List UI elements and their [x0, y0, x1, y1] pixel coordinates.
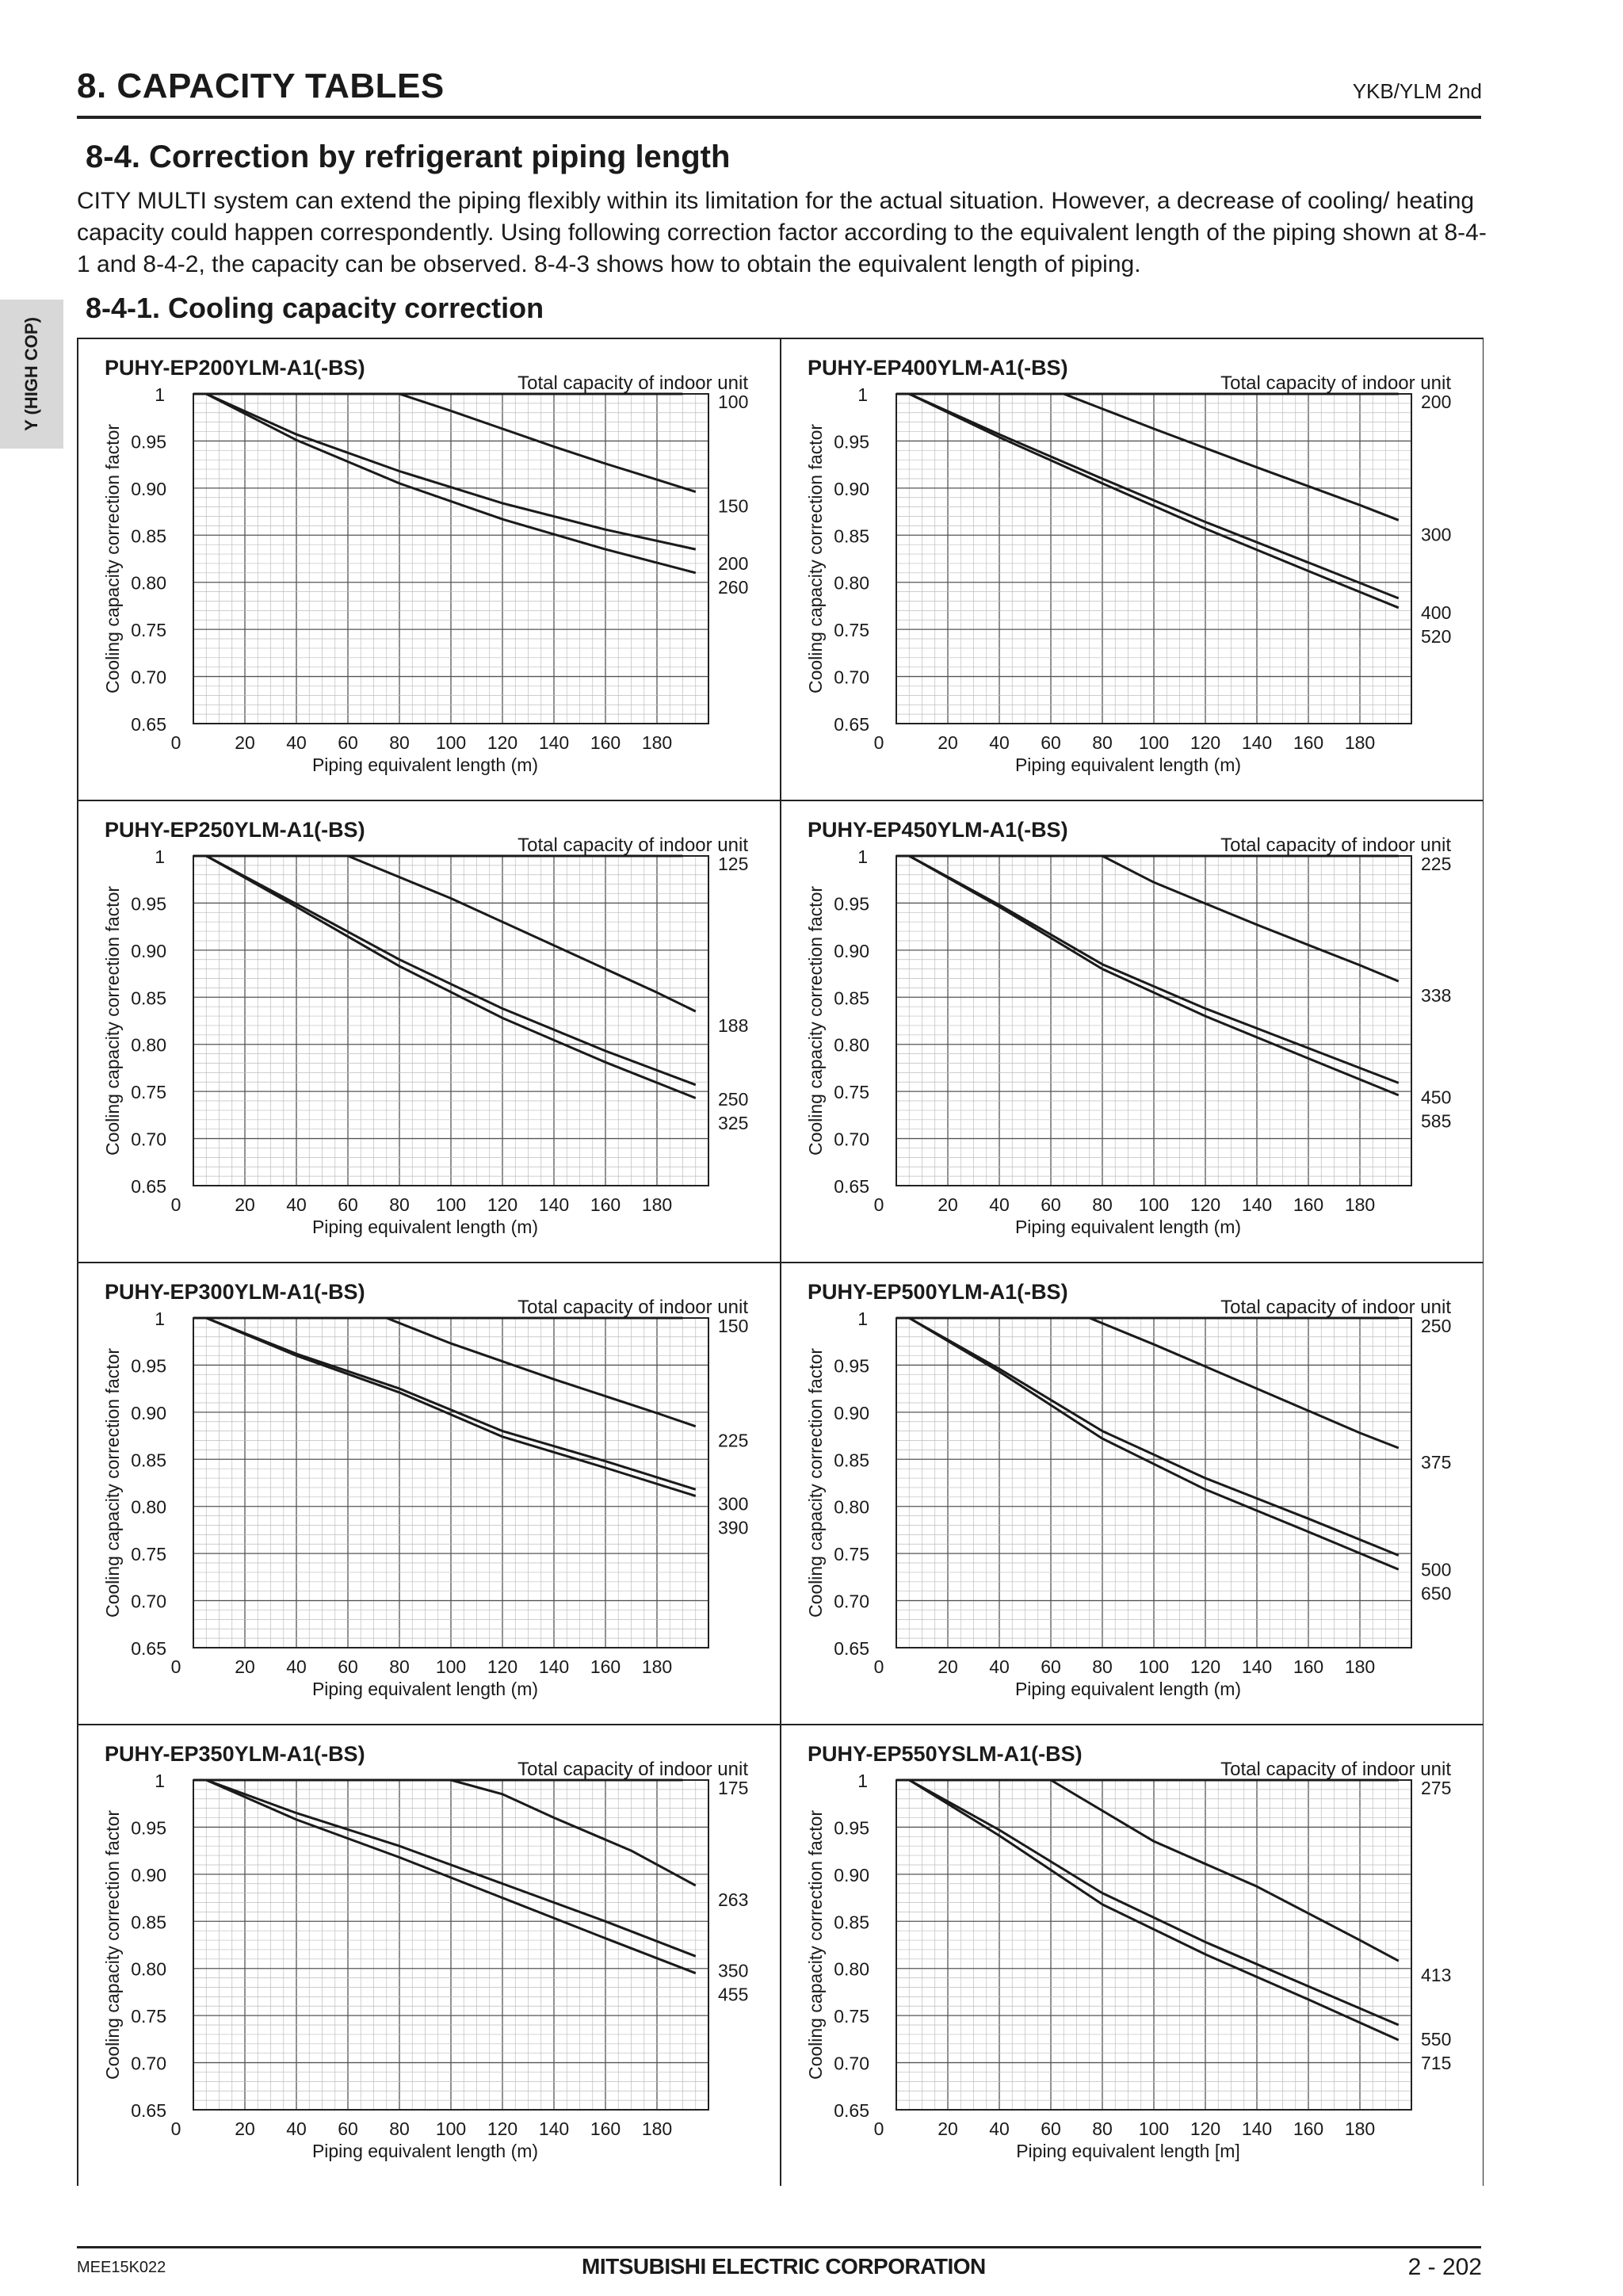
x-axis-label: Piping equivalent length (m): [311, 755, 539, 775]
series-label: 100: [718, 392, 749, 412]
x-tick-label: 120: [1190, 2118, 1221, 2139]
chart-title: PUHY-EP450YLM-A1(-BS): [808, 818, 1068, 842]
x-tick-label: 120: [487, 1656, 518, 1677]
x-tick-label: 120: [487, 2118, 518, 2139]
y-axis-label: Cooling capacity correction factor: [805, 1347, 826, 1618]
y-tick-label: 0.85: [131, 1450, 166, 1471]
legend-title: Total capacity of indoor unit: [1220, 1759, 1451, 1780]
y-tick-label: 0.65: [834, 2100, 869, 2121]
x-tick-label: 20: [235, 1656, 255, 1677]
x-tick-label: 180: [641, 1194, 673, 1215]
series-label: 350: [718, 1960, 749, 1981]
x-tick-label: 100: [1138, 2118, 1170, 2139]
chart-panel: [102, 1742, 748, 2161]
y-axis-label: Cooling capacity correction factor: [102, 1809, 123, 2080]
x-tick-label: 140: [538, 2118, 570, 2139]
x-tick-label: 0: [170, 1656, 181, 1677]
series-label: 260: [718, 577, 749, 598]
y-tick-label: 1: [155, 384, 165, 405]
x-tick-label: 80: [389, 1656, 410, 1677]
page-header-title: 8. CAPACITY TABLES: [77, 67, 445, 105]
y-tick-label: 0.95: [834, 1817, 869, 1839]
chart-panel: [102, 818, 748, 1237]
footer-divider: [77, 2246, 1481, 2248]
x-tick-label: 60: [1041, 732, 1061, 753]
series-label: 188: [718, 1015, 749, 1037]
legend-title: Total capacity of indoor unit: [517, 372, 748, 394]
intro-paragraph: CITY MULTI system can extend the piping flexibly within its limitation for the actual situation. However, a decrease of cooling/ heating capacity could happen correspondently. Using following correction factor according to the equivalent length of the piping shown at 8-4-1 and 8-4-2, the capacity can be observed. 8-4-3 shows how to obtain the equivalent length of piping.: [77, 188, 1487, 277]
x-tick-label: 0: [170, 2118, 181, 2139]
x-tick-label: 80: [1092, 1656, 1113, 1677]
x-tick-label: 20: [938, 1656, 958, 1677]
chart-title: PUHY-EP400YLM-A1(-BS): [808, 356, 1068, 380]
y-tick-label: 0.75: [131, 1082, 166, 1103]
y-tick-label: 0.95: [131, 431, 166, 453]
y-tick-label: 0.90: [834, 1402, 869, 1423]
series-label: 275: [1421, 1778, 1452, 1798]
x-tick-label: 20: [235, 2118, 255, 2139]
y-tick-label: 0.90: [834, 1864, 869, 1885]
chart-panel: [102, 356, 748, 775]
x-axis-label: Piping equivalent length (m): [311, 1217, 539, 1237]
chart-title: PUHY-EP500YLM-A1(-BS): [808, 1280, 1068, 1304]
x-tick-label: 120: [487, 1194, 518, 1215]
x-tick-label: 160: [1293, 1194, 1324, 1215]
x-tick-label: 80: [1092, 2118, 1113, 2139]
series-line-413: [1051, 1780, 1399, 1961]
y-tick-label: 0.95: [834, 431, 869, 453]
series-label: 450: [1421, 1087, 1452, 1108]
series-label: 250: [718, 1088, 749, 1110]
y-tick-label: 0.75: [834, 1082, 869, 1103]
y-axis-label: Cooling capacity correction factor: [805, 1809, 826, 2080]
series-label: 455: [718, 1984, 749, 2005]
y-tick-label: 0.80: [131, 572, 166, 594]
series-line-263: [451, 1780, 696, 1885]
y-tick-label: 0.70: [131, 2053, 166, 2074]
y-tick-label: 0.70: [131, 667, 166, 688]
y-tick-label: 0.90: [131, 478, 166, 499]
chart-panel: [805, 1742, 1451, 2161]
legend-title: Total capacity of indoor unit: [517, 835, 748, 856]
series-label: 520: [1421, 625, 1452, 647]
y-tick-label: 0.80: [131, 1496, 166, 1518]
y-tick-label: 0.75: [834, 2006, 869, 2027]
y-tick-label: 0.70: [131, 1591, 166, 1612]
x-tick-label: 180: [1344, 1656, 1376, 1677]
y-tick-label: 0.75: [834, 1544, 869, 1565]
x-tick-label: 60: [338, 2118, 358, 2139]
series-label: 500: [1421, 1559, 1452, 1580]
series-label: 300: [1421, 524, 1452, 545]
y-tick-label: 0.90: [131, 940, 166, 961]
y-tick-label: 0.95: [834, 893, 869, 915]
series-label: 413: [1421, 1965, 1452, 1986]
chart-panel: [805, 818, 1451, 1237]
x-tick-label: 100: [435, 1194, 467, 1215]
x-tick-label: 60: [338, 732, 358, 753]
y-tick-label: 0.85: [834, 525, 869, 547]
chart-title: PUHY-EP550YSLM-A1(-BS): [808, 1742, 1083, 1766]
x-tick-label: 160: [1293, 732, 1324, 753]
x-tick-label: 100: [435, 732, 467, 753]
x-tick-label: 40: [989, 1656, 1010, 1677]
chart-panel: [805, 1280, 1451, 1699]
x-tick-label: 40: [989, 2118, 1010, 2139]
chart-title: PUHY-EP300YLM-A1(-BS): [105, 1280, 365, 1304]
x-tick-label: 80: [1092, 732, 1113, 753]
series-label: 200: [1421, 392, 1452, 412]
y-tick-label: 0.85: [834, 1450, 869, 1471]
series-label: 175: [718, 1778, 749, 1798]
y-tick-label: 0.95: [131, 893, 166, 915]
y-tick-label: 1: [155, 846, 165, 867]
series-label: 200: [718, 553, 749, 575]
page-number: 2 - 202: [1407, 2254, 1482, 2280]
y-tick-label: 0.75: [131, 2006, 166, 2027]
series-label: 338: [1421, 985, 1452, 1007]
series-label: 263: [718, 1889, 749, 1911]
x-axis-label: Piping equivalent length (m): [1014, 1679, 1242, 1699]
y-tick-label: 1: [155, 1771, 165, 1791]
x-tick-label: 180: [641, 732, 673, 753]
model-series-label: YKB/YLM 2nd: [1352, 79, 1482, 103]
y-tick-label: 0.80: [834, 1958, 869, 1980]
x-tick-label: 180: [641, 1656, 673, 1677]
legend-title: Total capacity of indoor unit: [517, 1759, 748, 1780]
x-axis-label: Piping equivalent length (m): [311, 1679, 539, 1699]
section-title: 8-4. Correction by refrigerant piping length: [86, 139, 731, 174]
chart-panel: [102, 1280, 748, 1699]
x-tick-label: 40: [989, 732, 1010, 753]
x-tick-label: 120: [1190, 732, 1221, 753]
y-tick-label: 0.95: [834, 1355, 869, 1377]
x-tick-label: 180: [1344, 732, 1376, 753]
y-tick-label: 0.85: [131, 1912, 166, 1933]
y-tick-label: 0.90: [834, 478, 869, 499]
series-label: 300: [718, 1493, 749, 1515]
y-axis-label: Cooling capacity correction factor: [102, 885, 123, 1156]
y-tick-label: 0.65: [834, 1176, 869, 1197]
chart-grid: [77, 338, 1484, 2186]
x-tick-label: 40: [286, 1656, 307, 1677]
series-label: 250: [1421, 1316, 1452, 1336]
x-tick-label: 180: [1344, 2118, 1376, 2139]
x-tick-label: 160: [590, 1194, 621, 1215]
y-tick-label: 0.65: [131, 2100, 166, 2121]
y-tick-label: 0.95: [131, 1355, 166, 1377]
series-label: 390: [718, 1517, 749, 1538]
y-tick-label: 0.90: [131, 1402, 166, 1423]
y-tick-label: 0.70: [834, 2053, 869, 2074]
series-label: 125: [718, 854, 749, 874]
y-axis-label: Cooling capacity correction factor: [102, 1347, 123, 1618]
y-tick-label: 0.90: [131, 1864, 166, 1885]
series-label: 225: [718, 1430, 749, 1451]
y-tick-label: 0.70: [834, 667, 869, 688]
y-tick-label: 0.90: [834, 940, 869, 961]
y-tick-label: 0.75: [131, 620, 166, 641]
series-label: 715: [1421, 2053, 1452, 2074]
x-tick-label: 80: [389, 2118, 410, 2139]
x-tick-label: 0: [873, 2118, 884, 2139]
x-tick-label: 40: [286, 1194, 307, 1215]
x-tick-label: 40: [286, 2118, 307, 2139]
x-tick-label: 120: [487, 732, 518, 753]
x-tick-label: 160: [590, 2118, 621, 2139]
x-tick-label: 0: [873, 1194, 884, 1215]
company-name: MITSUBISHI ELECTRIC CORPORATION: [582, 2254, 986, 2279]
x-tick-label: 100: [435, 2118, 467, 2139]
x-axis-label: Piping equivalent length (m): [1014, 755, 1242, 775]
series-label: 400: [1421, 602, 1452, 623]
series-label: 585: [1421, 1110, 1452, 1132]
series-label: 375: [1421, 1452, 1452, 1473]
y-tick-label: 0.65: [834, 714, 869, 735]
y-tick-label: 0.95: [131, 1817, 166, 1839]
y-tick-label: 0.80: [834, 1496, 869, 1518]
chart-title: PUHY-EP250YLM-A1(-BS): [105, 818, 365, 842]
x-tick-label: 160: [590, 732, 621, 753]
y-tick-label: 0.70: [131, 1129, 166, 1150]
x-tick-label: 100: [435, 1656, 467, 1677]
y-tick-label: 0.65: [131, 1176, 166, 1197]
x-tick-label: 40: [989, 1194, 1010, 1215]
y-tick-label: 0.65: [131, 714, 166, 735]
x-tick-label: 0: [873, 1656, 884, 1677]
y-tick-label: 1: [857, 384, 868, 405]
x-axis-label: Piping equivalent length [m]: [1016, 2141, 1240, 2161]
chart-title: PUHY-EP350YLM-A1(-BS): [105, 1742, 365, 1766]
series-label: 225: [1421, 854, 1452, 874]
x-tick-label: 160: [1293, 1656, 1324, 1677]
x-tick-label: 0: [873, 732, 884, 753]
x-tick-label: 180: [641, 2118, 673, 2139]
y-tick-label: 0.80: [834, 572, 869, 594]
x-tick-label: 140: [538, 1194, 570, 1215]
x-tick-label: 160: [1293, 2118, 1324, 2139]
x-tick-label: 0: [170, 1194, 181, 1215]
y-tick-label: 1: [155, 1308, 165, 1329]
chart-panel: [805, 356, 1451, 775]
series-label: 650: [1421, 1583, 1452, 1604]
x-tick-label: 100: [1138, 732, 1170, 753]
y-tick-label: 0.80: [834, 1034, 869, 1056]
y-axis-label: Cooling capacity correction factor: [102, 423, 123, 694]
x-tick-label: 60: [338, 1656, 358, 1677]
y-tick-label: 0.75: [834, 620, 869, 641]
y-axis-label: Cooling capacity correction factor: [805, 423, 826, 694]
y-tick-label: 0.75: [131, 1544, 166, 1565]
y-tick-label: 0.85: [131, 988, 166, 1009]
series-label: 150: [718, 1316, 749, 1336]
x-tick-label: 100: [1138, 1194, 1170, 1215]
x-tick-label: 140: [1241, 732, 1273, 753]
y-tick-label: 0.80: [131, 1034, 166, 1056]
chart-title: PUHY-EP200YLM-A1(-BS): [105, 356, 365, 380]
y-tick-label: 1: [857, 1308, 868, 1329]
x-tick-label: 40: [286, 732, 307, 753]
x-tick-label: 60: [1041, 1656, 1061, 1677]
legend-title: Total capacity of indoor unit: [1220, 372, 1451, 394]
x-tick-label: 120: [1190, 1656, 1221, 1677]
x-tick-label: 20: [938, 732, 958, 753]
y-tick-label: 1: [857, 1771, 868, 1791]
x-axis-label: Piping equivalent length (m): [311, 2141, 539, 2161]
side-tab-label: Y (HIGH COP): [21, 317, 41, 431]
y-axis-label: Cooling capacity correction factor: [805, 885, 826, 1156]
x-tick-label: 80: [389, 1194, 410, 1215]
x-tick-label: 20: [235, 732, 255, 753]
series-label: 550: [1421, 2029, 1452, 2050]
y-tick-label: 0.70: [834, 1591, 869, 1612]
x-tick-label: 160: [590, 1656, 621, 1677]
series-line-150: [399, 394, 696, 492]
legend-title: Total capacity of indoor unit: [1220, 1297, 1451, 1318]
header-divider: [77, 116, 1481, 119]
y-tick-label: 0.85: [834, 1912, 869, 1933]
legend-title: Total capacity of indoor unit: [517, 1297, 748, 1318]
x-axis-label: Piping equivalent length (m): [1014, 1217, 1242, 1237]
x-tick-label: 20: [938, 1194, 958, 1215]
x-tick-label: 80: [1092, 1194, 1113, 1215]
x-tick-label: 100: [1138, 1656, 1170, 1677]
x-tick-label: 140: [1241, 2118, 1273, 2139]
x-tick-label: 0: [170, 732, 181, 753]
series-label: 325: [718, 1112, 749, 1133]
x-tick-label: 140: [1241, 1194, 1273, 1215]
x-tick-label: 60: [1041, 1194, 1061, 1215]
y-tick-label: 0.65: [131, 1638, 166, 1659]
x-tick-label: 140: [1241, 1656, 1273, 1677]
y-tick-label: 1: [857, 846, 868, 867]
x-tick-label: 180: [1344, 1194, 1376, 1215]
x-tick-label: 140: [538, 732, 570, 753]
subsection-title: 8-4-1. Cooling capacity correction: [86, 292, 544, 324]
x-tick-label: 20: [235, 1194, 255, 1215]
y-tick-label: 0.85: [131, 525, 166, 547]
document-code: MEE15K022: [77, 2259, 166, 2276]
series-label: 150: [718, 495, 749, 517]
x-tick-label: 60: [338, 1194, 358, 1215]
y-tick-label: 0.85: [834, 988, 869, 1009]
y-tick-label: 0.65: [834, 1638, 869, 1659]
legend-title: Total capacity of indoor unit: [1220, 835, 1451, 856]
x-tick-label: 120: [1190, 1194, 1221, 1215]
x-tick-label: 60: [1041, 2118, 1061, 2139]
x-tick-label: 140: [538, 1656, 570, 1677]
x-tick-label: 20: [938, 2118, 958, 2139]
y-tick-label: 0.80: [131, 1958, 166, 1980]
y-tick-label: 0.70: [834, 1129, 869, 1150]
x-tick-label: 80: [389, 732, 410, 753]
